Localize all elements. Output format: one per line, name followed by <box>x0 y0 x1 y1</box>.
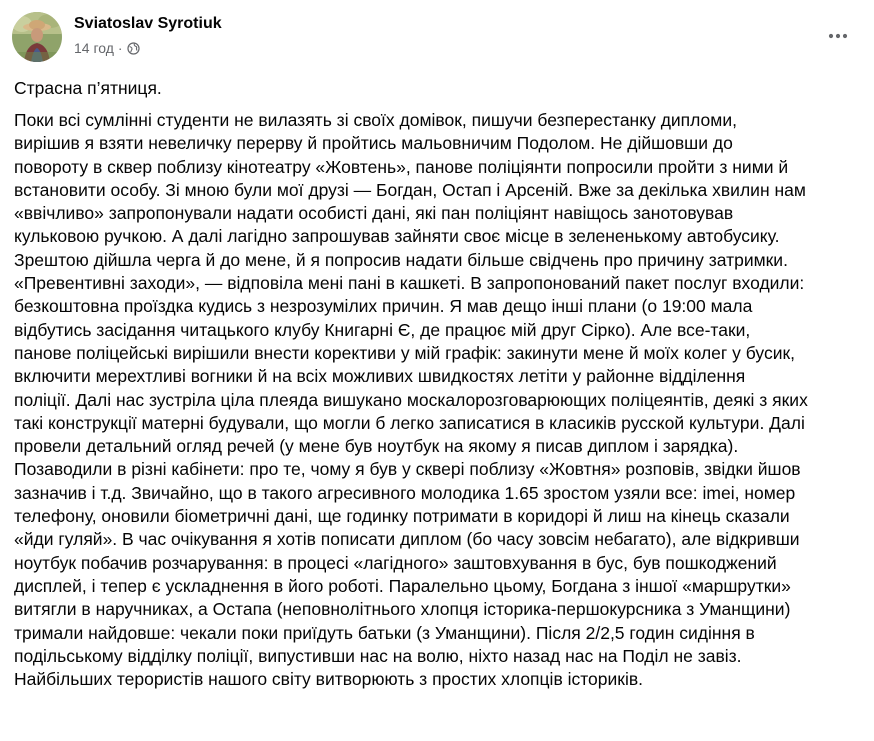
meta-separator: · <box>117 40 123 56</box>
avatar-photo <box>12 12 62 62</box>
post-body-line: повороту в сквер поблизу кінотеатру «Жовтень», панове поліціянти попросили пройти з ними й <box>14 156 789 177</box>
more-options-button[interactable] <box>820 18 856 54</box>
post-body-line: панове поліцейські вирішили внести корективи у мій графік: закинути мене й моїх колег у бусик, <box>14 342 795 363</box>
post-body-line: ноутбук побачив розчарування: в процесі «лагідного» заштовхування в бус, був пошкоджений <box>14 552 777 573</box>
post-title: Страсна п’ятниця. <box>14 78 162 98</box>
post-body-line: такі конструкції матерні будували, що могли б легко записатися в класиків русской культури. Далі <box>14 412 805 433</box>
post-body-line: «ввічливо» запропонували надати особисті дані, які пан поліціянт навіщось занотовував <box>14 203 734 224</box>
post-body-line: поліції. Далі нас зустріла ціла плеяда вишукано москалорозговарюющих поліцеянтів, деякі з яких <box>14 389 808 410</box>
post-body-line: «йди гуляй». В час очікування я хотів пописати диплом (бо часу зовсім небагато), але відкривши <box>14 529 800 550</box>
post-body-line: тримали найдовше: чекали поки приїдуть батьки (з Уманщини). Після 2/2,5 годин сидіння в <box>14 622 755 643</box>
post-body-line: кульковою ручкою. А далі лагідно запрошував зайняти своє місце в зелененькому автобусику. <box>14 226 780 247</box>
post-body-line: Поки всі сумлінні студенти не вилазять зі своїх домівок, пишучи безперестанку дипломи, <box>14 110 737 130</box>
post-body-line: Позаводили в різні кабінети: про те, чому я був у сквері поблизу «Жовтня» розповів, звідки йшов <box>14 459 801 480</box>
post-body-line: дисплей, і тепер є ускладнення в його роботі. Паралельно цьому, Богдана з іншої «маршрутки» <box>14 575 791 596</box>
post-body-line: подільському відділку поліції, випустивши нас на волю, ніхто назад нас на Поділ не завіз. <box>14 645 742 666</box>
post-meta <box>74 40 140 56</box>
post-timestamp[interactable]: 14 год <box>74 40 114 56</box>
more-horizontal-icon <box>828 33 848 39</box>
globe-icon[interactable] <box>127 42 140 55</box>
post-body-line: встановити особу. Зі мною були мої друзі — Богдан, Остап і Арсеній. Вже за декілька хвилин нам <box>14 179 806 200</box>
post-body-line: Зрештою дійшла черга й до мене, й я попросив надати більше свідчень про причину затримки. <box>14 249 788 270</box>
post-header <box>12 12 862 64</box>
post-body-line: безкоштовна проїздка кудись з незрозумілих причин. Я мав дещо інші плани (о 19:00 мала <box>14 296 753 317</box>
post-body-line: вирішив я взяти невеличку перерву й пройтись мальовничим Подолом. Не дійшовши до <box>14 133 733 154</box>
post-body-line: витягли в наручниках, а Остапа (неповнолітнього хлопця історика-першокурсника з Уманщини) <box>14 599 791 620</box>
post-body-line: «Превентивні заходи», — відповіла мені пані в кашкеті. В запропонований пакет послуг входили: <box>14 273 805 294</box>
post-body-line: відбутись засідання читацького клубу Книгарні Є, де працює мій друг Сірко). Але все-таки, <box>14 319 751 340</box>
post-body-line: Найбільших терористів нашого світу витворюють з простих хлопців істориків. <box>14 669 644 690</box>
avatar[interactable] <box>12 12 62 62</box>
post-body-line: телефону, оновили біометричні дані, ще годинку потримати в коридорі й лиш на кінець сказали <box>14 506 790 527</box>
post-body-line: включити мерехтливі вогники й на всіх можливих швидкостях летіти у районне відділення <box>14 366 746 387</box>
post-body <box>14 109 864 691</box>
post-body-line: зазначив і т.д. Звичайно, що в такого агресивного молодика 1.65 зростом узяли все: imei, номер <box>14 482 796 503</box>
author-name[interactable]: Sviatoslav Syrotiuk <box>74 15 222 32</box>
post-body-line: провели детальний огляд речей (у мене був ноутбук на якому я писав диплом і зарядка). <box>14 436 739 457</box>
